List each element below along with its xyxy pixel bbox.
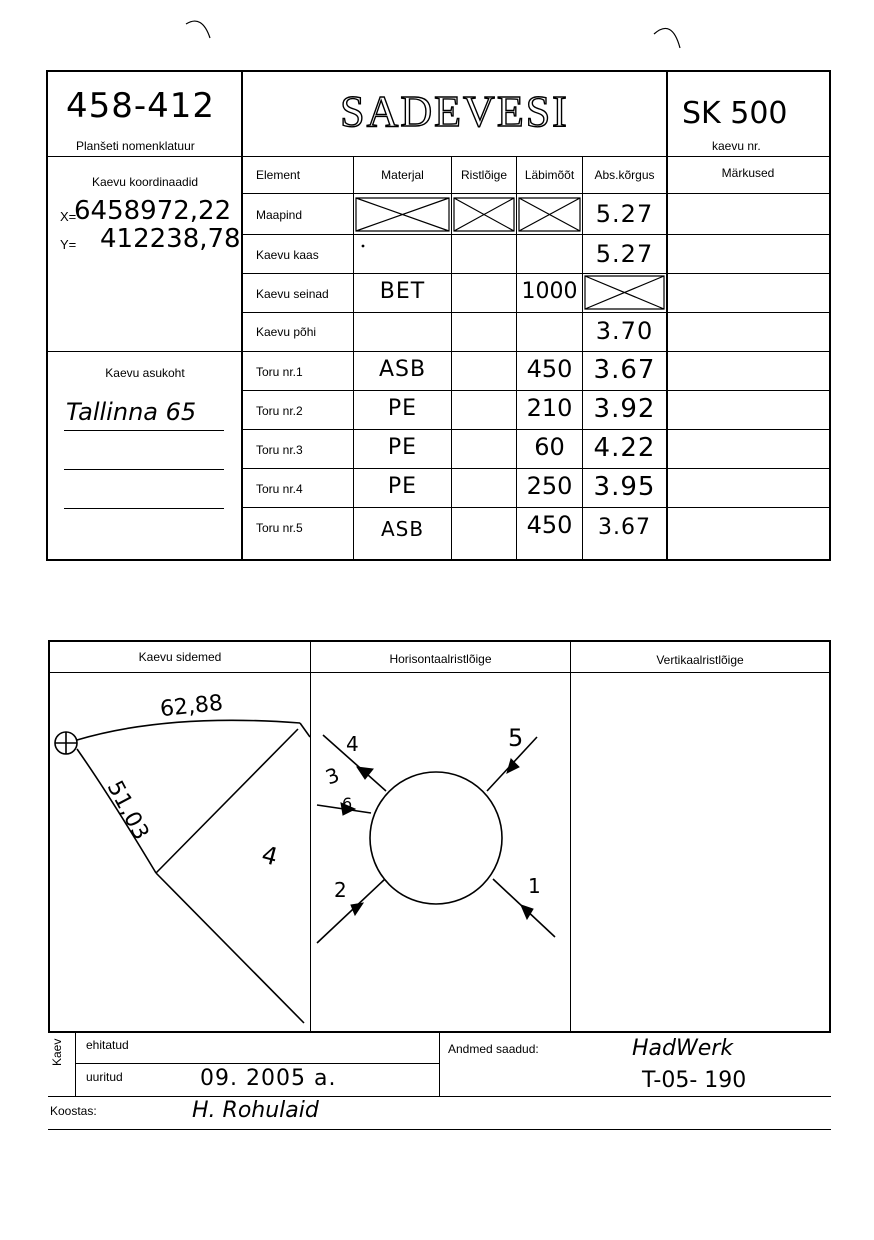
row-material: PE	[387, 474, 418, 499]
location-value: Tallinna 65	[66, 398, 197, 426]
coordinates-label: Kaevu koordinaadid	[91, 175, 199, 189]
col-header-abs-height: Abs.kõrgus	[594, 168, 655, 182]
row-diameter: 1000	[521, 279, 578, 304]
form-title: SADEVESI	[340, 87, 569, 136]
vertical-section-label: Vertikaalristlõige	[656, 653, 744, 667]
row-element: Toru nr.4	[256, 482, 303, 496]
surveyed-value: 09. 2005 a.	[200, 1066, 337, 1091]
horizontal-section-label: Horisontaalristlõige	[389, 652, 492, 666]
map-sheet-label: Planšeti nomenklatuur	[76, 139, 195, 153]
row-abs-height: 3.70	[595, 317, 654, 345]
data-source-value-2: T-05- 190	[642, 1068, 747, 1093]
row-element: Toru nr.2	[256, 404, 303, 418]
col-header-diameter: Läbimõõt	[524, 168, 575, 182]
row-abs-height: 5.27	[595, 200, 654, 228]
row-diameter: 250	[526, 472, 573, 500]
row-element: Kaevu seinad	[256, 287, 329, 301]
row-element: Toru nr.5	[256, 521, 303, 535]
y-coordinate-value: 412238,78	[100, 224, 241, 254]
row-abs-height: 5.27	[595, 240, 654, 268]
data-source-label: Andmed saadud:	[448, 1042, 539, 1056]
row-element: Kaevu kaas	[256, 248, 319, 262]
pipe-label-3: 3	[322, 762, 343, 790]
well-number-label: kaevu nr.	[712, 139, 761, 153]
map-sheet-value: 458-412	[66, 86, 216, 126]
x-coordinate-value: 6458972,22	[74, 196, 232, 226]
row-element: Toru nr.3	[256, 443, 303, 457]
row-abs-height: 3.67	[598, 515, 651, 540]
row-material: ASB	[378, 357, 427, 382]
row-material: PE	[387, 435, 418, 460]
well-number-value: SK 500	[682, 96, 788, 131]
ties-section-label: Kaevu sidemed	[138, 650, 222, 664]
row-diameter: 450	[526, 511, 573, 539]
row-material: PE	[387, 396, 418, 421]
row-abs-height: 3.92	[593, 394, 656, 424]
compiled-value: H. Rohulaid	[192, 1098, 319, 1123]
row-abs-height: 3.95	[593, 472, 656, 502]
data-source-value-1: HadWerk	[632, 1036, 734, 1061]
well-side-label: Kaev	[50, 1038, 64, 1066]
row-element: Toru nr.1	[256, 365, 303, 379]
tie-distance-top: 62,88	[158, 690, 225, 723]
pipe-label-extra: 6	[342, 794, 353, 813]
row-abs-height: 4.22	[593, 433, 656, 463]
surveyed-label: uuritud	[86, 1070, 123, 1084]
tie-distance-left: 51,03	[101, 776, 154, 845]
pipe-label-1: 1	[528, 874, 541, 898]
row-diameter: 450	[526, 355, 573, 383]
tie-area-label: 4	[258, 840, 282, 872]
row-abs-height: 3.67	[593, 355, 656, 385]
horizontal-section-sketch	[311, 673, 570, 1031]
row-element: Maapind	[256, 208, 303, 222]
built-label: ehitatud	[86, 1038, 129, 1052]
col-header-element: Element	[256, 168, 301, 182]
row-material: ASB	[380, 517, 425, 541]
pipe-label-4: 4	[346, 732, 359, 756]
col-header-notes: Märkused	[721, 166, 775, 180]
location-label: Kaevu asukoht	[105, 366, 185, 380]
y-prefix: Y=	[60, 237, 77, 252]
x-prefix: X=	[60, 209, 77, 224]
row-element: Kaevu põhi	[256, 325, 317, 339]
col-header-section: Ristlõige	[460, 168, 508, 182]
col-header-material: Materjal	[381, 168, 424, 182]
row-diameter: 210	[526, 394, 573, 422]
row-material: BET	[379, 279, 426, 304]
pipe-label-5: 5	[508, 724, 524, 752]
compiled-label: Koostas:	[50, 1104, 97, 1118]
row-diameter: 60	[534, 433, 565, 461]
pipe-label-2: 2	[334, 878, 347, 902]
